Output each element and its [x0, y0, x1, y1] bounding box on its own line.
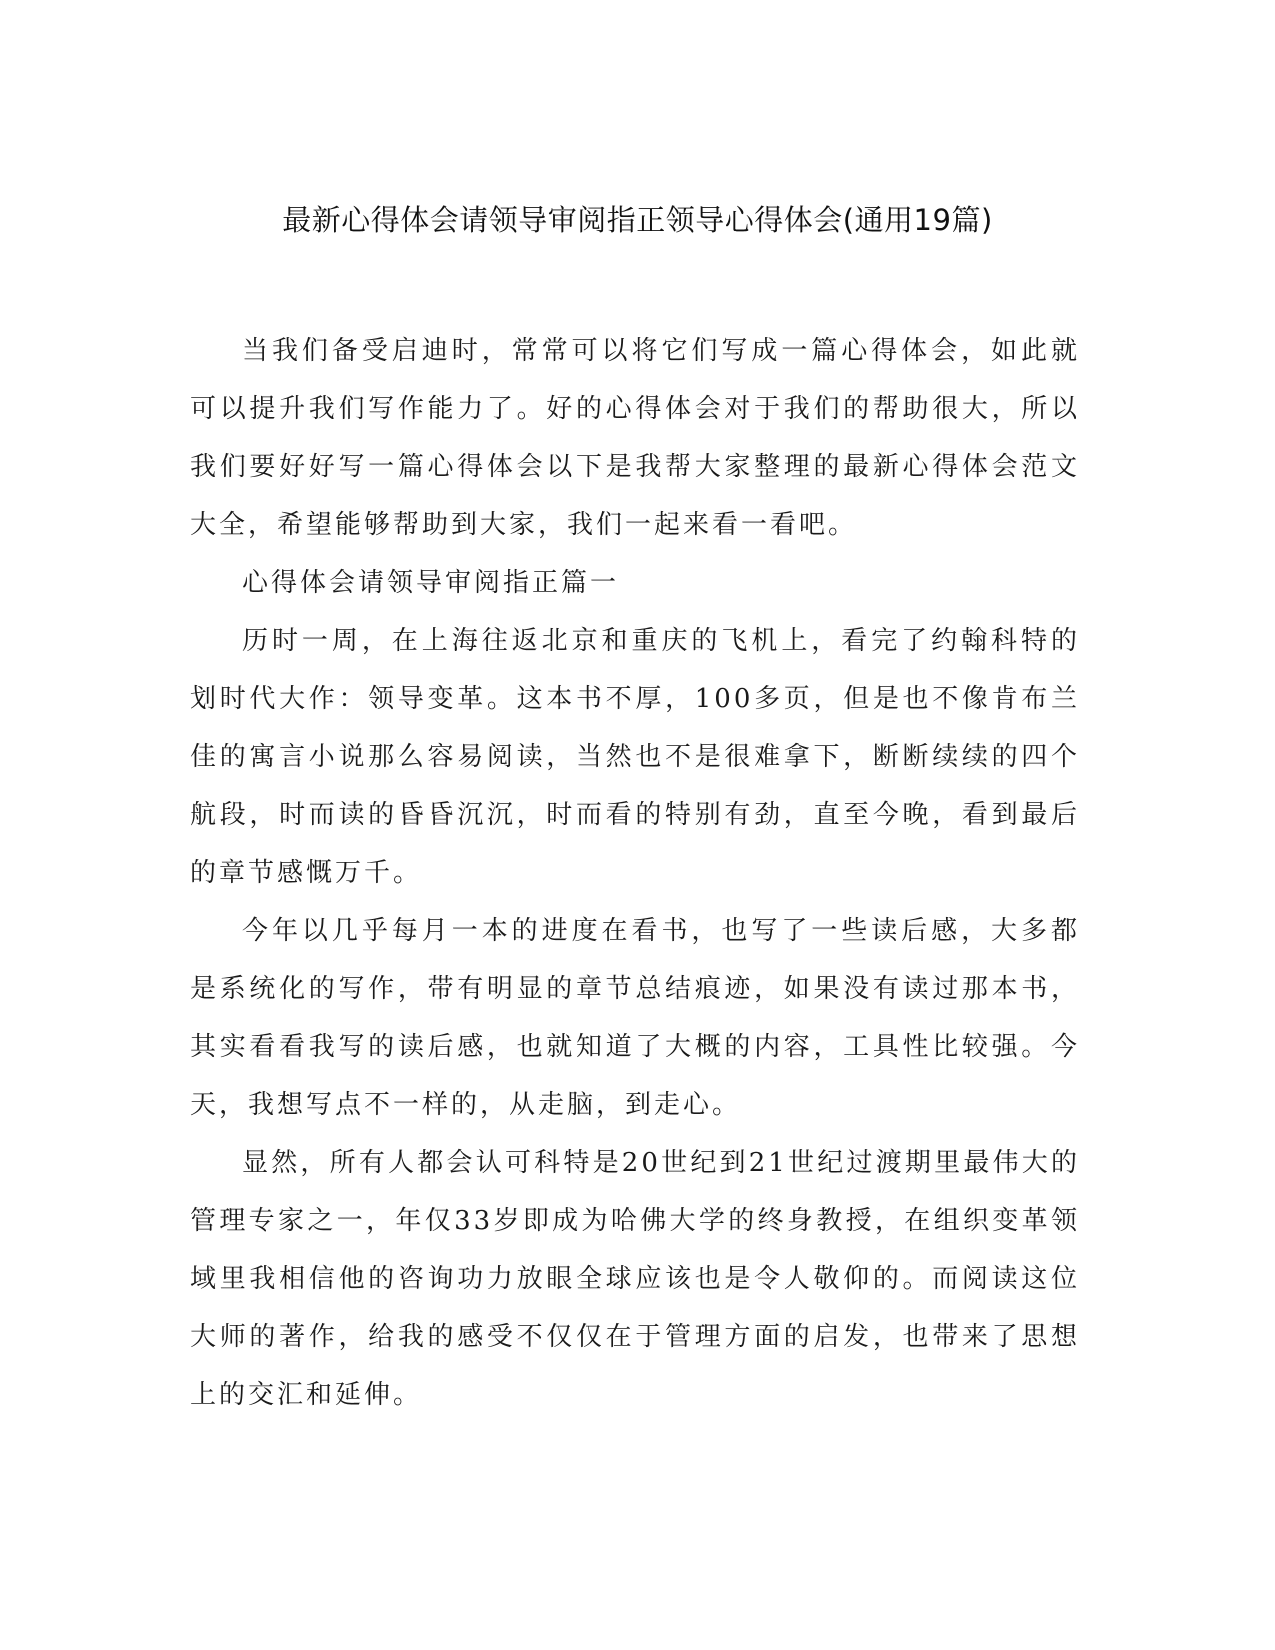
body-paragraph-2: 今年以几乎每月一本的进度在看书，也写了一些读后感，大多都是系统化的写作，带有明显的章节总结痕迹，如果没有读过那本书，其实看看我写的读后感，也就知道了大概的内容，工具性比较强。今天，我想写点不一样的，从走脑，到走心。 [190, 916, 1080, 1120]
document-title: 最新心得体会请领导审阅指正领导心得体会(通用19篇) [282, 203, 993, 237]
intro-paragraph: 当我们备受启迪时，常常可以将它们写成一篇心得体会，如此就可以提升我们写作能力了。好的心得体会对于我们的帮助很大，所以我们要好好写一篇心得体会以下是我帮大家整理的最新心得体会范文大全，希望能够帮助到大家，我们一起来看一看吧。 [190, 336, 1080, 540]
section-heading: 心得体会请领导审阅指正篇一 [242, 568, 620, 598]
document-body [190, 322, 1080, 1424]
body-paragraph-1: 历时一周，在上海往返北京和重庆的飞机上，看完了约翰科特的划时代大作：领导变革。这本书不厚，100多页，但是也不像肯布兰佳的寓言小说那么容易阅读，当然也不是很难拿下，断断续续的四个航段，时而读的昏昏沉沉，时而看的特别有劲，直至今晚，看到最后的章节感慨万千。 [190, 626, 1080, 888]
body-paragraph-3: 显然，所有人都会认可科特是20世纪到21世纪过渡期里最伟大的管理专家之一，年仅33岁即成为哈佛大学的终身教授，在组织变革领域里我相信他的咨询功力放眼全球应该也是令人敬仰的。而阅读这位大师的著作，给我的感受不仅仅在于管理方面的启发，也带来了思想上的交汇和延伸。 [190, 1148, 1080, 1410]
